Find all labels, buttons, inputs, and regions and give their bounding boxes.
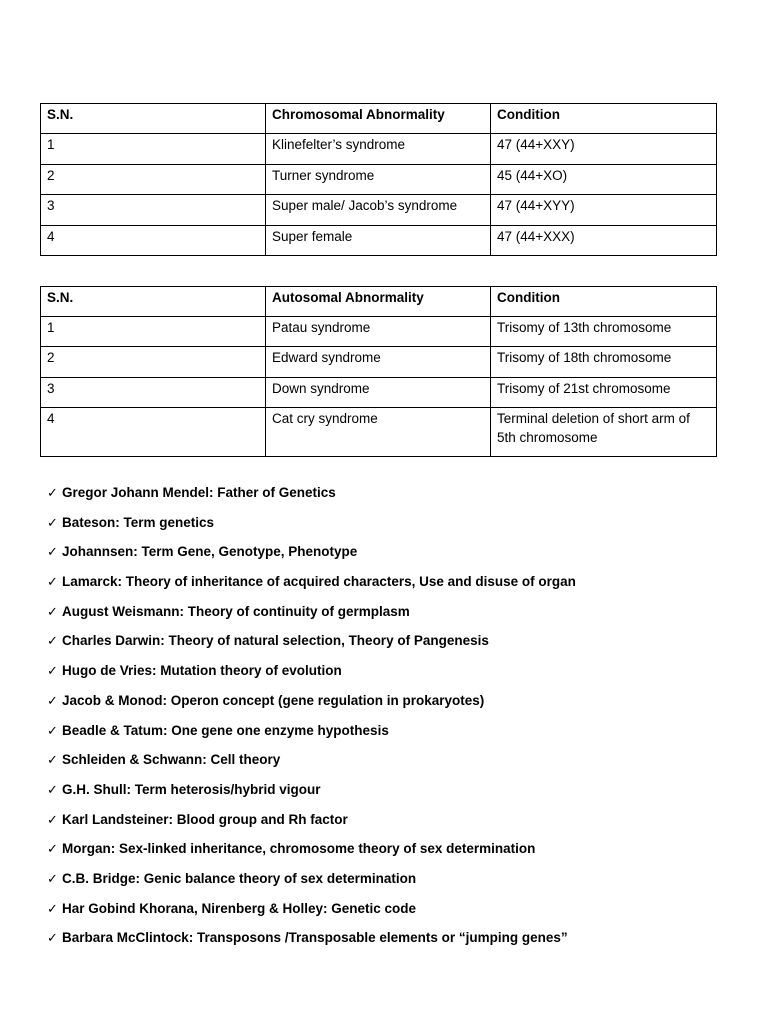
table-header-row <box>41 287 717 317</box>
list-item <box>47 779 747 809</box>
cell-sn: 4 <box>41 407 266 456</box>
cell-condition: 47 (44+XXY) <box>491 134 717 164</box>
fact-text: August Weismann: Theory of continuity of germplasm <box>62 603 410 619</box>
cell-condition: Terminal deletion of short arm of 5th chromosome <box>491 407 717 456</box>
cell-condition: 47 (44+XYY) <box>491 195 717 225</box>
cell-sn: 4 <box>41 225 266 255</box>
checkmark-icon: ✓ <box>47 723 58 739</box>
list-item <box>47 898 747 928</box>
table-row <box>41 134 717 164</box>
fact-text: Morgan: Sex-linked inheritance, chromosome theory of sex determination <box>62 841 536 857</box>
list-item <box>47 749 747 779</box>
checkmark-icon: ✓ <box>47 664 58 680</box>
cell-condition: 45 (44+XO) <box>491 164 717 194</box>
list-item <box>47 541 747 571</box>
autosomal-abnormality-table <box>40 286 717 457</box>
fact-text: C.B. Bridge: Genic balance theory of sex determination <box>62 870 417 886</box>
checkmark-icon: ✓ <box>47 515 58 531</box>
checkmark-icon: ✓ <box>47 871 58 887</box>
cell-condition: Trisomy of 18th chromosome <box>491 347 717 377</box>
fact-text: Barbara McClintock: Transposons /Transposable elements or “jumping genes” <box>62 930 568 946</box>
header-sn: S.N. <box>41 287 266 317</box>
checkmark-icon: ✓ <box>47 753 58 769</box>
cell-condition: Trisomy of 21st chromosome <box>491 377 717 407</box>
cell-abnormality: Down syndrome <box>266 377 491 407</box>
checkmark-icon: ✓ <box>47 604 58 620</box>
cell-sn: 1 <box>41 134 266 164</box>
checkmark-icon: ✓ <box>47 931 58 947</box>
table-row <box>41 377 717 407</box>
list-item <box>47 868 747 898</box>
list-item <box>47 927 747 957</box>
fact-text: Karl Landsteiner: Blood group and Rh factor <box>62 811 348 827</box>
checkmark-icon: ✓ <box>47 812 58 828</box>
checkmark-icon: ✓ <box>47 545 58 561</box>
cell-abnormality: Turner syndrome <box>266 164 491 194</box>
chromosomal-abnormality-table <box>40 103 717 256</box>
fact-text: Charles Darwin: Theory of natural selection, Theory of Pangenesis <box>62 633 489 649</box>
header-abnormality: Chromosomal Abnormality <box>266 104 491 134</box>
header-sn: S.N. <box>41 104 266 134</box>
fact-text: Schleiden & Schwann: Cell theory <box>62 752 281 768</box>
header-condition: Condition <box>491 287 717 317</box>
fact-text: Jacob & Monod: Operon concept (gene regulation in prokaryotes) <box>62 692 485 708</box>
cell-abnormality: Super male/ Jacob’s syndrome <box>266 195 491 225</box>
list-item <box>47 838 747 868</box>
cell-sn: 1 <box>41 317 266 347</box>
fact-text: Hugo de Vries: Mutation theory of evolution <box>62 663 342 679</box>
fact-text: Beadle & Tatum: One gene one enzyme hypothesis <box>62 722 389 738</box>
checkmark-icon: ✓ <box>47 901 58 917</box>
fact-text: Gregor Johann Mendel: Father of Genetics <box>62 485 336 500</box>
checkmark-icon: ✓ <box>47 575 58 591</box>
list-item <box>47 690 747 720</box>
cell-condition: 47 (44+XXX) <box>491 225 717 255</box>
fact-text: Johannsen: Term Gene, Genotype, Phenotype <box>62 544 358 560</box>
checkmark-icon: ✓ <box>47 693 58 709</box>
fact-text: Bateson: Term genetics <box>62 514 215 530</box>
table-header-row <box>41 104 717 134</box>
list-item <box>47 660 747 690</box>
list-item <box>47 512 747 542</box>
table-row <box>41 225 717 255</box>
fact-text: Lamarck: Theory of inheritance of acquired characters, Use and disuse of organ <box>62 574 576 590</box>
cell-abnormality: Edward syndrome <box>266 347 491 377</box>
list-item <box>47 630 747 660</box>
list-item <box>47 601 747 631</box>
checkmark-icon: ✓ <box>47 782 58 798</box>
table-row <box>41 347 717 377</box>
genetics-facts-list <box>47 482 747 957</box>
list-item <box>47 720 747 750</box>
checkmark-icon: ✓ <box>47 842 58 858</box>
cell-sn: 3 <box>41 195 266 225</box>
list-item <box>47 809 747 839</box>
header-abnormality: Autosomal Abnormality <box>266 287 491 317</box>
table-row <box>41 195 717 225</box>
header-condition: Condition <box>491 104 717 134</box>
cell-abnormality: Patau syndrome <box>266 317 491 347</box>
table-row <box>41 164 717 194</box>
fact-text: G.H. Shull: Term heterosis/hybrid vigour <box>62 781 321 797</box>
checkmark-icon: ✓ <box>47 634 58 650</box>
checkmark-icon: ✓ <box>47 486 58 501</box>
cell-condition: Trisomy of 13th chromosome <box>491 317 717 347</box>
cell-sn: 2 <box>41 347 266 377</box>
cell-abnormality: Klinefelter’s syndrome <box>266 134 491 164</box>
cell-abnormality: Cat cry syndrome <box>266 407 491 456</box>
cell-sn: 3 <box>41 377 266 407</box>
cell-abnormality: Super female <box>266 225 491 255</box>
table-row <box>41 407 717 456</box>
list-item <box>47 482 747 512</box>
fact-text: Har Gobind Khorana, Nirenberg & Holley: Genetic code <box>62 900 417 916</box>
list-item <box>47 571 747 601</box>
table-row <box>41 317 717 347</box>
cell-sn: 2 <box>41 164 266 194</box>
